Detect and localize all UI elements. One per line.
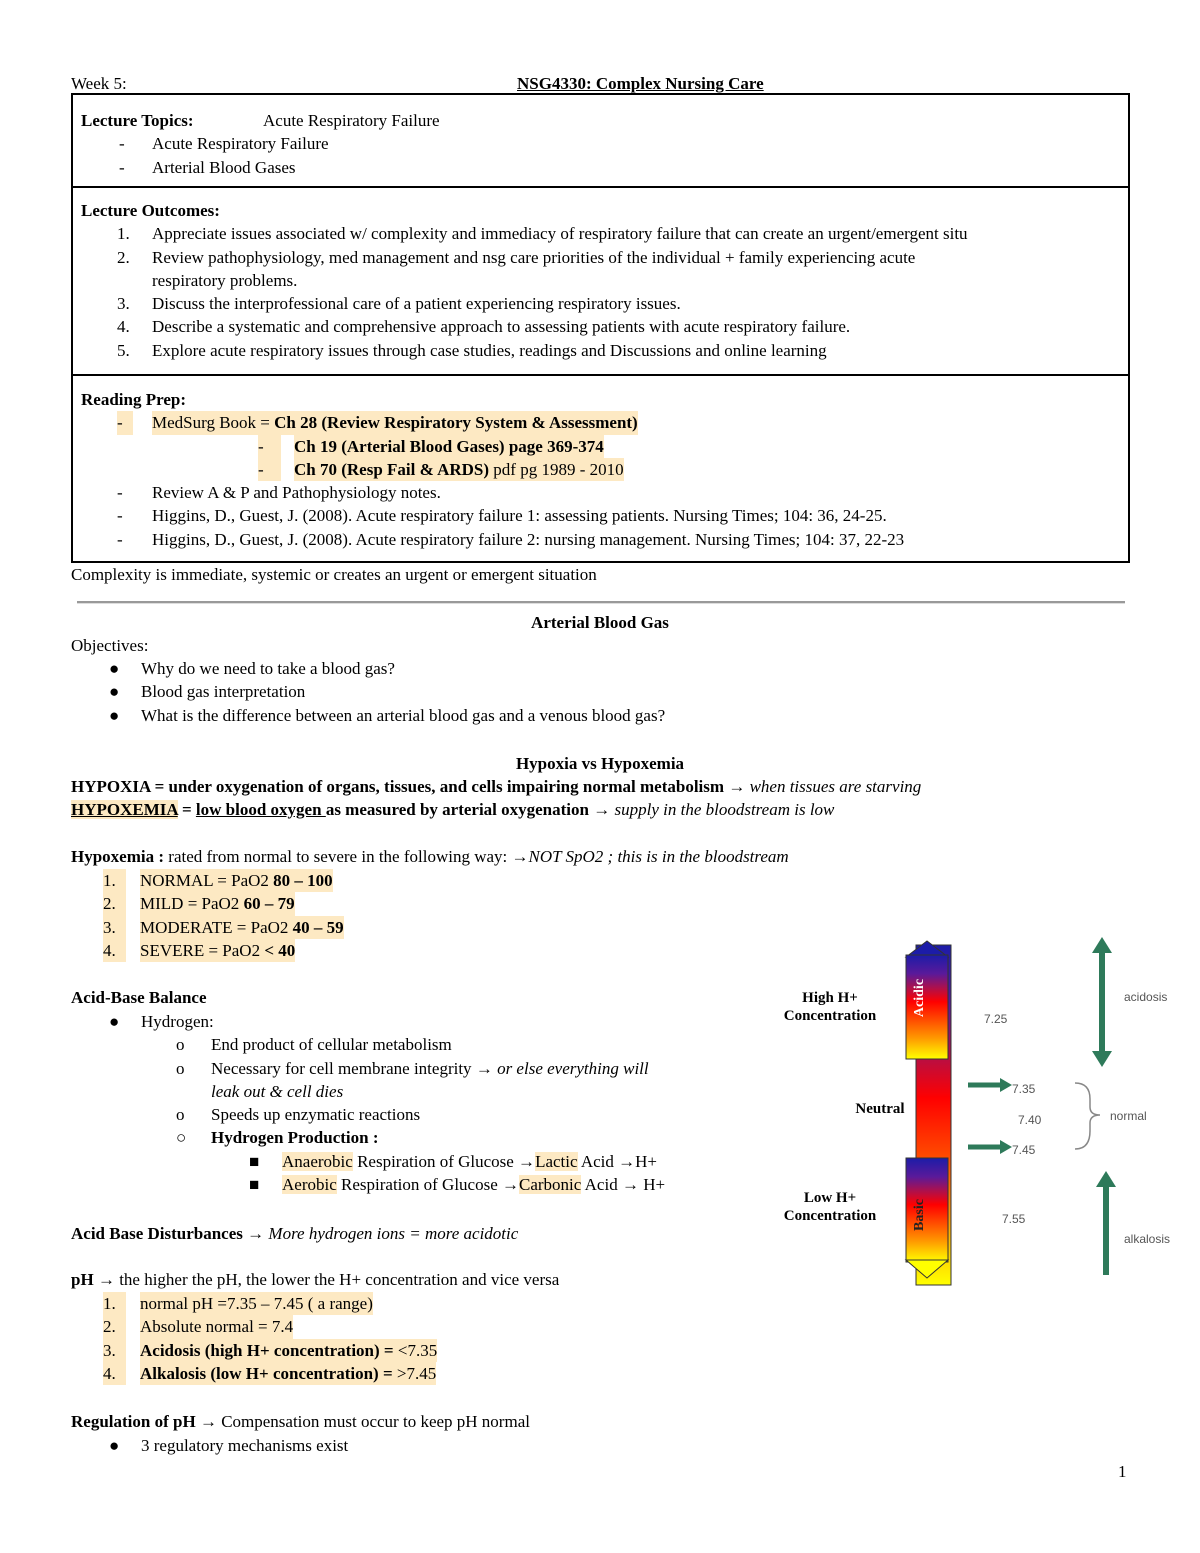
ph-list: 1. normal pH =7.35 – 7.45 ( a range) 2. Absolute normal = 7.4 3. Acidosis (high H+ concentration) = <7.35 4. Alkalosis (low H+ concentration) = >7.45 <box>71 1292 671 1385</box>
level-normal: NORMAL = PaO2 80 – 100 <box>140 869 333 892</box>
outcome-item: Explore acute respiratory issues through case studies, readings and Discussions and online learning <box>152 340 827 360</box>
normal-bracket <box>1075 1083 1100 1149</box>
ph-scale-diagram <box>760 935 1180 1295</box>
level-mild: MILD = PaO2 60 – 79 <box>140 892 295 915</box>
topics-label: Lecture Topics: <box>81 111 194 130</box>
ch19-reading: Ch 19 (Arterial Blood Gases) page 369-374 <box>294 435 604 458</box>
outcome-item: Discuss the interprofessional care of a patient experiencing respiratory issues. <box>152 294 681 314</box>
week-label: Week 5: <box>71 74 127 93</box>
outcome-item: Appreciate issues associated w/ complexity and immediacy of respiratory failure that can create an urgent/emergent situ <box>152 224 968 244</box>
ph-heading: pH → the higher the pH, the lower the H+ concentration and vice versa <box>71 1270 560 1289</box>
hydrogen-sub: End product of cellular metabolism <box>211 1035 452 1055</box>
hydrogen-sub: Necessary for cell membrane integrity → or else everything will <box>211 1058 649 1078</box>
alkalosis-label: alkalosis <box>1124 1232 1171 1246</box>
anaerobic-line: Anaerobic Respiration of Glucose →Lactic Acid →H+ <box>282 1151 658 1171</box>
regulation-heading: Regulation of pH → Compensation must occur to keep pH normal <box>71 1412 530 1431</box>
regulation-item: 3 regulatory mechanisms exist <box>141 1436 349 1455</box>
ph-755: 7.55 <box>1002 1212 1026 1226</box>
acidosis-label: acidosis <box>1124 990 1168 1004</box>
topics-title: Acute Respiratory Failure <box>263 111 440 130</box>
hypoxia-definition: HYPOXIA = under oxygenation of organs, tissues, and cells impairing normal metabolism → when tissues are starving <box>71 777 922 796</box>
ph-acidosis: Acidosis (high H+ concentration) = <7.35 <box>140 1339 437 1362</box>
reading-prep-box: Reading Prep: - MedSurg Book = Ch 28 (Review Respiratory System & Assessment) - Ch 19 (Arterial Blood Gases) page 369-374 - Ch 70 (Resp Fail & ARDS) pdf pg 1989 - 2010 - Review A & P and Pathophysiology notes. - Higgins, D., Guest, J. (2008). Acute respiratory failure 1: assessing patients. Nursing Times; 104: 36, 24-25. - Higgins, D., Guest, J. (2008). Acute respiratory failure 2: nursing management. Nursing Times; 104: 37, 22-23 <box>71 374 1130 563</box>
ph-alkalosis: Alkalosis (low H+ concentration) = >7.45 <box>140 1362 436 1385</box>
outcome-item-cont: respiratory problems. <box>152 270 298 290</box>
ph-745: 7.45 <box>1012 1143 1036 1157</box>
ph-740: 7.40 <box>1018 1113 1042 1127</box>
topic-item: Acute Respiratory Failure <box>152 134 329 154</box>
hydrogen-sub: Speeds up enzymatic reactions <box>211 1105 421 1125</box>
objectives-list: ● Why do we need to take a blood gas? ● Blood gas interpretation ● What is the difference between an arterial blood gas and a venous blood gas? <box>71 657 971 727</box>
regulation-list: ● 3 regulatory mechanisms exist <box>71 1434 671 1457</box>
acid-base-disturbances: Acid Base Disturbances → More hydrogen ions = more acidotic <box>71 1224 519 1243</box>
reading-label: Reading Prep: <box>81 390 186 409</box>
hypoxemia-levels: 1. NORMAL = PaO2 80 – 100 2. MILD = PaO2 60 – 79 3. MODERATE = PaO2 40 – 59 4. SEVERE = PaO2 < 40 <box>71 869 571 962</box>
production-label: Hydrogen Production : <box>211 1128 379 1148</box>
page-number: 1 <box>1118 1462 1127 1481</box>
reading-item: Review A & P and Pathophysiology notes. <box>152 483 441 503</box>
outcome-item: Review pathophysiology, med management and nsg care priorities of the individual + family experiencing acute <box>152 247 916 267</box>
hydrogen-label: Hydrogen: <box>141 1012 214 1031</box>
hypoxia-title: Hypoxia vs Hypoxemia <box>515 754 685 773</box>
abg-title: Arterial Blood Gas <box>531 613 669 632</box>
acid-base-title: Acid-Base Balance <box>71 988 207 1007</box>
topic-item: Arterial Blood Gases <box>152 157 296 177</box>
hypoxemia-definition: HYPOXEMIA = low blood oxygen as measured by arterial oxygenation → supply in the bloodstream is low <box>71 800 835 819</box>
outcome-item: Describe a systematic and comprehensive approach to assessing patients with acute respiratory failure. <box>152 317 851 337</box>
hypoxemia-rating: Hypoxemia : rated from normal to severe in the following way: →NOT SpO2 ; this is in the bloodstream <box>71 847 789 866</box>
acidic-label: Acidic <box>912 978 927 1018</box>
section-divider <box>77 601 1125 604</box>
level-severe: SEVERE = PaO2 < 40 <box>140 939 295 962</box>
low-h-label: Low H+ Concentration <box>783 1190 877 1224</box>
level-moderate: MODERATE = PaO2 40 – 59 <box>140 916 344 939</box>
reading-item: Higgins, D., Guest, J. (2008). Acute respiratory failure 1: assessing patients. Nursing Times; 104: 36, 24-25. <box>152 506 887 526</box>
reading-item: Higgins, D., Guest, J. (2008). Acute respiratory failure 2: nursing management. Nursing Times; 104: 37, 22-23 <box>152 529 905 549</box>
neutral-label: Neutral <box>855 1101 905 1117</box>
ph-item: Absolute normal = 7.4 <box>140 1315 293 1338</box>
objective-item: What is the difference between an arterial blood gas and a venous blood gas? <box>141 705 666 725</box>
membrane-note-cont: leak out & cell dies <box>211 1081 344 1101</box>
acid-base-list: ● Hydrogen: o End product of cellular metabolism o Necessary for cell membrane integrity → or else everything will leak out & cell dies o Speeds up enzymatic reactions ○ Hydrogen Production : ■ Anaerobic Respiration of Glucose →Lactic Acid →H+ ■ Aerobic Respiration of Glucose →Carbonic Acid → H+ <box>71 1010 771 1196</box>
ph-725: 7.25 <box>984 1012 1008 1026</box>
ph-735: 7.35 <box>1012 1082 1036 1096</box>
aerobic-line: Aerobic Respiration of Glucose →Carbonic Acid → H+ <box>282 1175 666 1195</box>
complexity-note: Complexity is immediate, systemic or creates an urgent or emergent situation <box>71 565 597 584</box>
objectives-label: Objectives: <box>71 636 149 655</box>
ph-item: normal pH =7.35 – 7.45 ( a range) <box>140 1292 373 1315</box>
objective-item: Blood gas interpretation <box>141 682 306 702</box>
lecture-outcomes-box: Lecture Outcomes: 1. Appreciate issues associated w/ complexity and immediacy of respiratory failure that can create an urgent/emergent situ 2. Review pathophysiology, med management and nsg care priorities of the individual + family experiencing acute respiratory problems. 3. Discuss the interprofessional care of a patient experiencing respiratory issues. 4. Describe a systematic and comprehensive approach to assessing patients with acute respiratory failure. 5. Explore acute respiratory issues through case studies, readings and Discussions and online learning <box>71 186 1130 376</box>
basic-label: Basic <box>912 1199 927 1231</box>
ch70-reading: Ch 70 (Resp Fail & ARDS) pdf pg 1989 - 2010 <box>294 458 624 481</box>
outcomes-label: Lecture Outcomes: <box>81 201 220 220</box>
course-title: NSG4330: Complex Nursing Care <box>517 74 764 93</box>
medsurg-reading: MedSurg Book = Ch 28 (Review Respiratory System & Assessment) <box>152 411 638 434</box>
lecture-topics-box: Lecture Topics: Acute Respiratory Failure - Acute Respiratory Failure - Arterial Blood Gases <box>71 93 1130 188</box>
objective-item: Why do we need to take a blood gas? <box>141 659 395 678</box>
high-h-label: High H+ Concentration <box>783 990 877 1024</box>
normal-label: normal <box>1110 1109 1147 1123</box>
